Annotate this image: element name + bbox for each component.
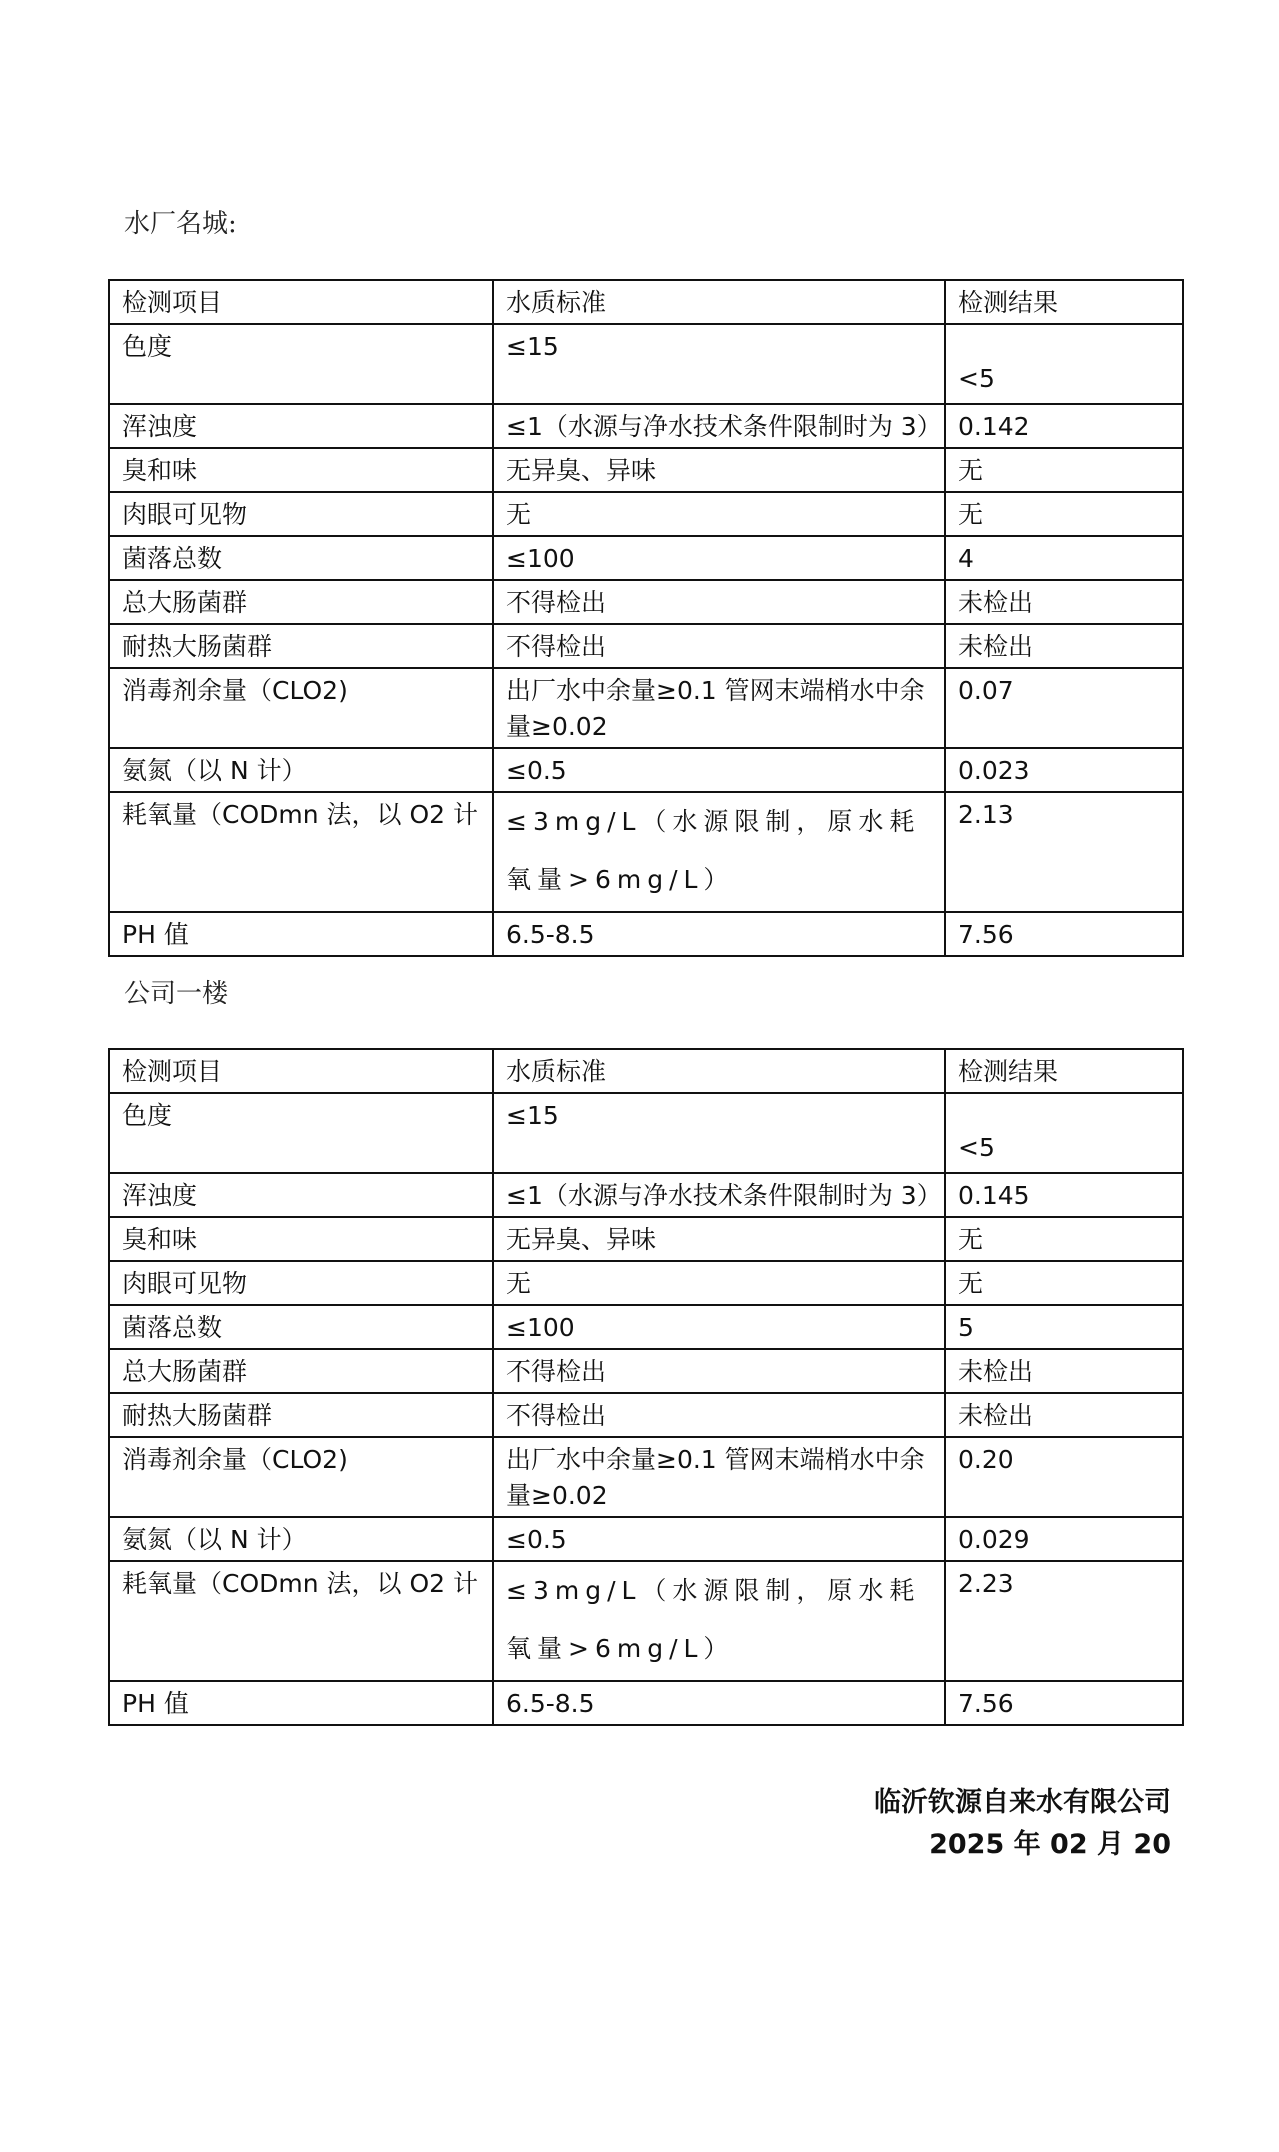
cell-result: 0.029 — [945, 1517, 1183, 1561]
cell-item: 肉眼可见物 — [109, 1261, 493, 1305]
header-standard: 水质标准 — [493, 280, 945, 324]
table-row — [109, 324, 1183, 404]
cell-item: 臭和味 — [109, 448, 493, 492]
table-row — [109, 448, 1183, 492]
water-quality-table-1 — [108, 279, 1184, 957]
cell-result: 无 — [945, 448, 1183, 492]
table-header-row — [109, 280, 1183, 324]
cell-result: 未检出 — [945, 1349, 1183, 1393]
table-row — [109, 1305, 1183, 1349]
cell-result: 0.07 — [945, 668, 1183, 748]
cell-item: 色度 — [109, 324, 493, 404]
cell-result: 2.13 — [945, 792, 1183, 912]
cell-standard: ≤15 — [493, 1093, 945, 1173]
table-row — [109, 748, 1183, 792]
cell-standard: 无 — [493, 492, 945, 536]
cell-standard: 出厂水中余量≥0.1 管网末端梢水中余量≥0.02 — [493, 668, 945, 748]
cell-result: 2.23 — [945, 1561, 1183, 1681]
cell-standard: 无 — [493, 1261, 945, 1305]
cell-result: 0.20 — [945, 1437, 1183, 1517]
table-row — [109, 580, 1183, 624]
table-row — [109, 668, 1183, 748]
cell-item: 耗氧量（CODmn 法，以 O2 计 — [109, 792, 493, 912]
header-item: 检测项目 — [109, 1049, 493, 1093]
cell-standard: 不得检出 — [493, 580, 945, 624]
table-header-row — [109, 1049, 1183, 1093]
cell-result: 无 — [945, 1261, 1183, 1305]
cell-result: 无 — [945, 1217, 1183, 1261]
cell-item: 浑浊度 — [109, 404, 493, 448]
table-row — [109, 1681, 1183, 1725]
header-result: 检测结果 — [945, 280, 1183, 324]
cell-result — [945, 1093, 1183, 1173]
cell-result-value: <5 — [958, 364, 995, 393]
cell-result: 未检出 — [945, 1393, 1183, 1437]
table-row — [109, 1261, 1183, 1305]
table-row — [109, 624, 1183, 668]
cell-result: 未检出 — [945, 624, 1183, 668]
water-quality-table-2 — [108, 1048, 1184, 1726]
cell-item: PH 值 — [109, 912, 493, 956]
cell-item: 肉眼可见物 — [109, 492, 493, 536]
cell-standard: ≤100 — [493, 1305, 945, 1349]
cell-standard: ≤15 — [493, 324, 945, 404]
cell-standard: 6.5-8.5 — [493, 912, 945, 956]
table-row — [109, 1561, 1183, 1681]
cell-standard: ≤1（水源与净水技术条件限制时为 3） — [493, 404, 945, 448]
cell-standard: ≤3mg/L（水源限制，原水耗氧量>6mg/L） — [493, 792, 945, 912]
cell-item: 菌落总数 — [109, 1305, 493, 1349]
section-title-2: 公司一楼 — [124, 979, 229, 1009]
cell-item: 浑浊度 — [109, 1173, 493, 1217]
cell-item: 耗氧量（CODmn 法，以 O2 计 — [109, 1561, 493, 1681]
cell-result: 无 — [945, 492, 1183, 536]
company-name: 临沂钦源自来水有限公司 — [874, 1787, 1171, 1818]
cell-item: 氨氮（以 N 计） — [109, 1517, 493, 1561]
cell-item: 菌落总数 — [109, 536, 493, 580]
header-standard: 水质标准 — [493, 1049, 945, 1093]
cell-result: 7.56 — [945, 912, 1183, 956]
cell-standard: 不得检出 — [493, 624, 945, 668]
table-row — [109, 1093, 1183, 1173]
header-item: 检测项目 — [109, 280, 493, 324]
cell-result: 未检出 — [945, 580, 1183, 624]
cell-standard: ≤3mg/L（水源限制，原水耗氧量>6mg/L） — [493, 1561, 945, 1681]
table-row — [109, 912, 1183, 956]
cell-result: 0.023 — [945, 748, 1183, 792]
cell-standard: ≤0.5 — [493, 748, 945, 792]
cell-result-value: <5 — [958, 1133, 995, 1162]
cell-standard: 6.5-8.5 — [493, 1681, 945, 1725]
cell-result: 0.145 — [945, 1173, 1183, 1217]
cell-item: 消毒剂余量（CLO2) — [109, 668, 493, 748]
cell-standard: 无异臭、异味 — [493, 448, 945, 492]
cell-item: PH 值 — [109, 1681, 493, 1725]
table-row — [109, 1217, 1183, 1261]
cell-item: 臭和味 — [109, 1217, 493, 1261]
cell-item: 氨氮（以 N 计） — [109, 748, 493, 792]
cell-standard: 不得检出 — [493, 1393, 945, 1437]
cell-item: 总大肠菌群 — [109, 1349, 493, 1393]
cell-standard: ≤0.5 — [493, 1517, 945, 1561]
cell-standard: 不得检出 — [493, 1349, 945, 1393]
cell-item: 耐热大肠菌群 — [109, 624, 493, 668]
cell-result: 0.142 — [945, 404, 1183, 448]
cell-standard: ≤1（水源与净水技术条件限制时为 3） — [493, 1173, 945, 1217]
section-title-1: 水厂名城: — [124, 209, 237, 239]
cell-standard: 无异臭、异味 — [493, 1217, 945, 1261]
table-row — [109, 492, 1183, 536]
footer-signature — [874, 1782, 1171, 1866]
table-row — [109, 404, 1183, 448]
table-row — [109, 536, 1183, 580]
cell-result — [945, 324, 1183, 404]
cell-standard: ≤100 — [493, 536, 945, 580]
cell-result: 4 — [945, 536, 1183, 580]
cell-item: 总大肠菌群 — [109, 580, 493, 624]
cell-item: 耐热大肠菌群 — [109, 1393, 493, 1437]
cell-item: 消毒剂余量（CLO2) — [109, 1437, 493, 1517]
table-row — [109, 1393, 1183, 1437]
table-row — [109, 1173, 1183, 1217]
table-row — [109, 792, 1183, 912]
table-row — [109, 1437, 1183, 1517]
cell-result: 7.56 — [945, 1681, 1183, 1725]
header-result: 检测结果 — [945, 1049, 1183, 1093]
table-row — [109, 1349, 1183, 1393]
report-date: 2025 年 02 月 20 — [929, 1829, 1171, 1860]
cell-standard: 出厂水中余量≥0.1 管网末端梢水中余量≥0.02 — [493, 1437, 945, 1517]
cell-item: 色度 — [109, 1093, 493, 1173]
cell-result: 5 — [945, 1305, 1183, 1349]
table-row — [109, 1517, 1183, 1561]
